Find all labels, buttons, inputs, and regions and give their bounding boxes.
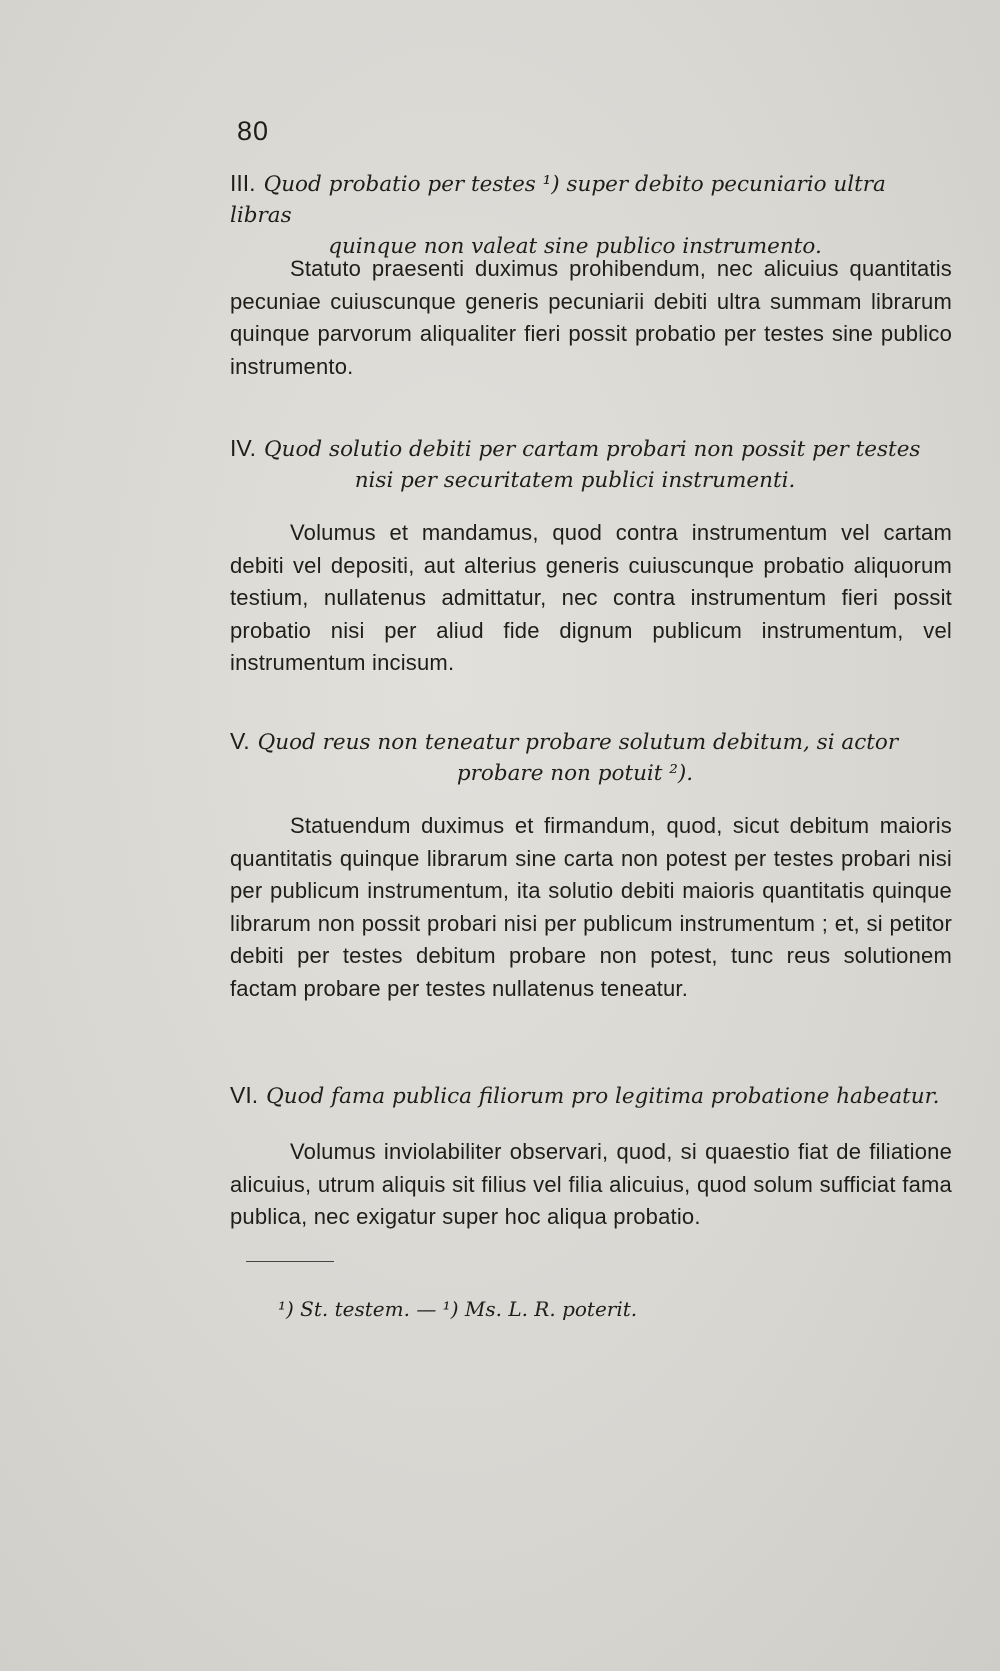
page-number: 80 [237, 116, 270, 146]
section-heading-iv [230, 433, 950, 496]
heading-line: Quod probatio per testes ¹) super debito pecuniario ultra libras [230, 172, 886, 228]
heading-line: Quod fama publica filiorum pro legitima probatione habeatur. [266, 1084, 940, 1109]
section-text-vi: Volumus inviolabiliter observari, quod, si quaestio fiat de filiatione alicuius, utrum aliquis sit filius vel filia alicuius, quod solum sufficiat fama publica, nec exigatur super hoc aliqua probatio. [230, 1139, 952, 1229]
section-text-iii: Statuto praesenti duximus prohibendum, nec alicuius quantitatis pecuniae cuiuscunque generis pecuniarii debiti ultra summam librarum quinque parvorum aliqualiter fieri possit probatio per testes sine publico instrumento. [230, 256, 952, 379]
heading-line: quinque non valeat sine publico instrumento. [328, 234, 822, 259]
footnote: ¹) St. testem. — ¹) Ms. L. R. poterit. [278, 1297, 638, 1321]
heading-line: Quod solutio debiti per cartam probari non possit per testes [264, 437, 921, 462]
section-number: III. [230, 170, 256, 196]
footnote-divider [246, 1261, 334, 1262]
section-heading-vi [230, 1080, 950, 1112]
section-heading-iii [230, 168, 950, 262]
section-number: VI. [230, 1082, 259, 1108]
heading-line: Quod reus non teneatur probare solutum debitum, si actor [257, 730, 899, 755]
section-number: V. [230, 728, 250, 754]
section-heading-v [230, 726, 950, 789]
section-number: IV. [230, 435, 257, 461]
heading-line: nisi per securitatem publici instrumenti. [354, 468, 796, 493]
heading-line: probare non potuit ²). [456, 761, 694, 786]
section-text-iv: Volumus et mandamus, quod contra instrumentum vel cartam debiti vel depositi, aut alterius generis cuiuscunque probatio aliquorum testium, nullatenus admittatur, nec contra instrumentum fieri possit probatio nisi per aliud fide dignum publicum instrumentum, vel instrumentum incisum. [230, 520, 952, 675]
section-text-v: Statuendum duximus et firmandum, quod, sicut debitum maioris quantitatis quinque librarum sine carta non potest per testes probari nisi per publicum instrumentum, ita solutio debiti maioris quantitatis quinque librarum non possit probari nisi per publicum instrumentum ; et, si petitor debiti per testes debitum probare non potest, tunc reus solutionem factam probare per testes nullatenus teneatur. [230, 813, 952, 1001]
